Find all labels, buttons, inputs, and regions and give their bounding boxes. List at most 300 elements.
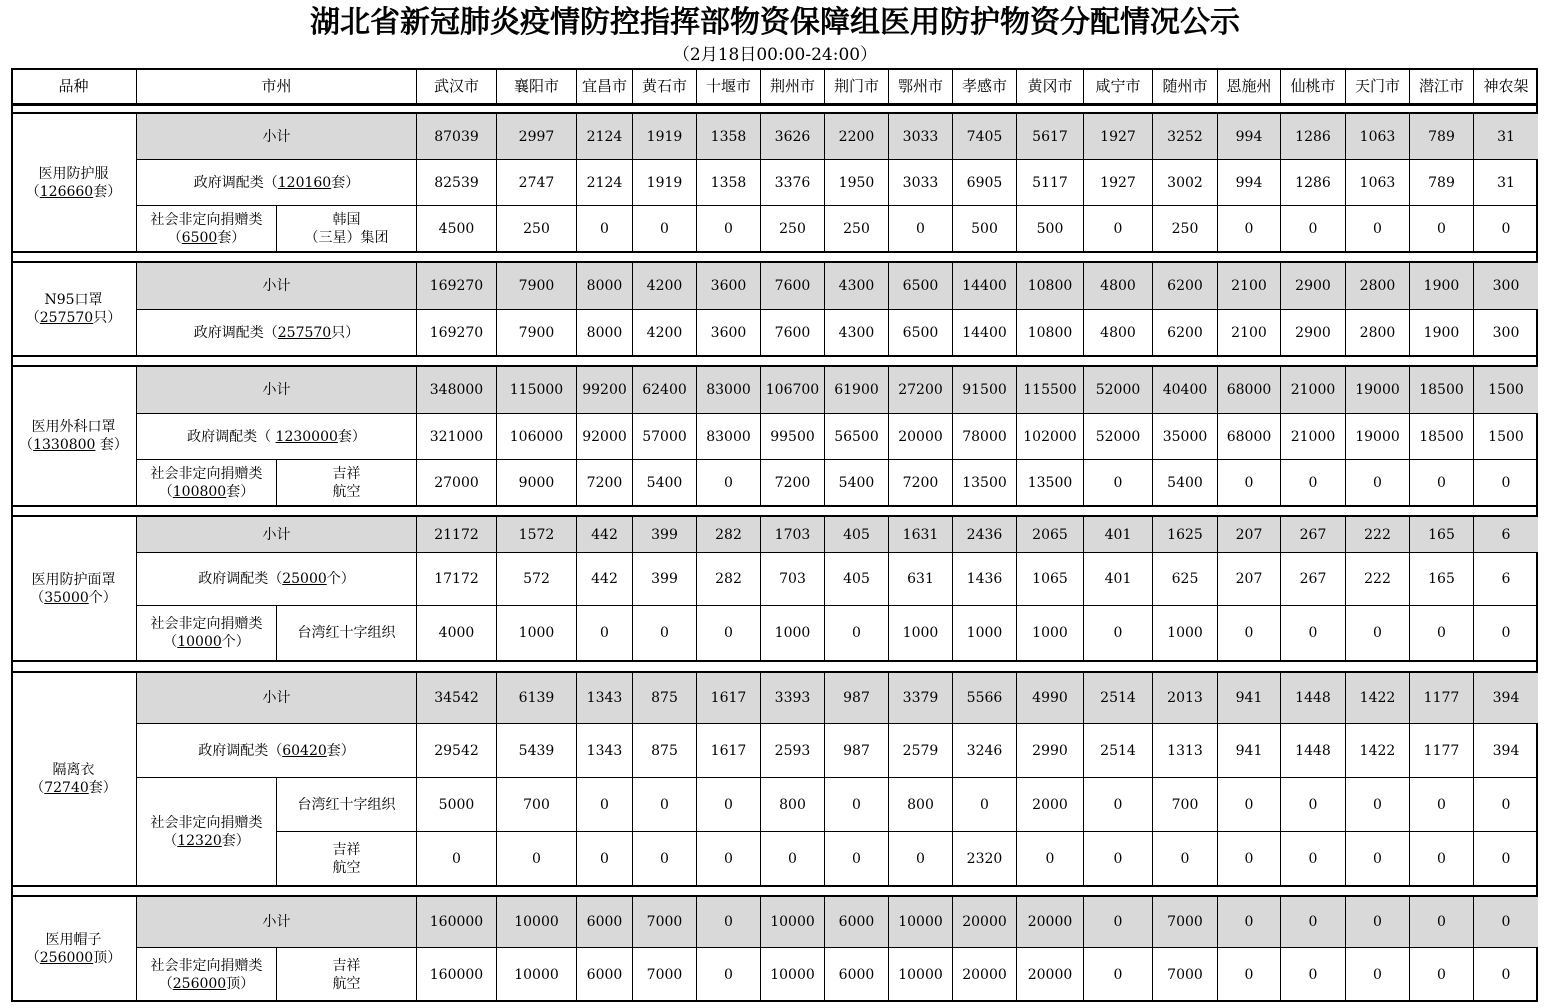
value: 99500	[770, 428, 815, 445]
value-cell	[1474, 778, 1538, 832]
value-cell	[417, 367, 497, 414]
value: 2200	[838, 128, 875, 145]
value-cell	[1218, 114, 1281, 160]
value-cell	[889, 948, 953, 1002]
value-cell	[1084, 724, 1153, 778]
value: 14400	[962, 278, 1007, 294]
value: 1177	[1423, 742, 1460, 759]
value: 1631	[902, 526, 939, 543]
value: 572	[523, 571, 550, 587]
value: 78000	[962, 428, 1007, 445]
donation-category-total: （12320套）	[163, 832, 250, 849]
value-cell	[633, 114, 697, 160]
value-cell	[697, 517, 761, 553]
value: 3033	[902, 174, 939, 191]
value: 300	[1492, 324, 1520, 341]
value: 0	[1308, 914, 1318, 930]
value: 1065	[1032, 571, 1068, 587]
value-cell	[1410, 414, 1474, 460]
value: 875	[651, 690, 678, 706]
value-cell	[1410, 673, 1474, 724]
value: 20000	[962, 914, 1007, 930]
value: 1617	[710, 742, 747, 759]
value: 7200	[774, 474, 811, 491]
header-city-cell	[825, 68, 889, 104]
value: 106000	[509, 428, 564, 445]
value: 62400	[642, 382, 687, 398]
gov-allocation-text	[194, 174, 359, 192]
value: 1063	[1359, 174, 1396, 191]
value-cell	[1281, 263, 1346, 310]
value-cell	[1281, 367, 1346, 414]
value-cell	[1281, 517, 1346, 553]
variety-total-unit: 套）	[88, 780, 117, 796]
gov-allocation-label	[137, 160, 417, 206]
value: 0	[1373, 850, 1382, 867]
value: 0	[852, 850, 861, 867]
value-cell	[1474, 832, 1538, 886]
value-cell	[497, 114, 577, 160]
section-separator	[13, 355, 1536, 367]
value: 115500	[1023, 382, 1077, 398]
value-cell	[1218, 948, 1281, 1002]
value-cell	[1281, 724, 1346, 778]
value-cell	[1084, 606, 1153, 661]
value-cell	[1218, 778, 1281, 832]
value: 941	[1235, 742, 1263, 759]
value: 5617	[1032, 128, 1068, 145]
value: 0	[660, 220, 669, 237]
value-cell	[1474, 367, 1538, 414]
value: 6905	[966, 174, 1003, 191]
value: 0	[724, 914, 733, 930]
gov-allocation-label	[137, 310, 417, 356]
value-cell	[1153, 263, 1218, 310]
value-cell	[497, 724, 577, 778]
value-cell	[889, 832, 953, 886]
value-cell	[697, 460, 761, 506]
value: 3626	[774, 128, 811, 145]
value: 1919	[646, 128, 683, 145]
value: 6	[1501, 571, 1511, 587]
city-name: 黄石市	[641, 76, 687, 95]
value-cell	[953, 553, 1017, 606]
value: 0	[724, 220, 733, 237]
value: 0	[1373, 625, 1382, 641]
value: 0	[1437, 796, 1446, 813]
value-cell	[497, 673, 577, 724]
variety-name: 医用防护面罩	[31, 571, 116, 588]
value: 941	[1235, 690, 1263, 706]
value: 56500	[834, 428, 879, 445]
donor-name: 航空	[332, 483, 361, 500]
gov-label-number: 1230000	[275, 428, 338, 445]
value: 1286	[1295, 128, 1331, 145]
value-cell	[761, 160, 825, 206]
variety-name: 医用外科口罩	[31, 419, 116, 435]
value-cell	[577, 517, 633, 553]
value: 169270	[429, 278, 484, 294]
value-cell	[1017, 553, 1084, 606]
value: 106700	[765, 382, 820, 398]
variety-cell	[11, 517, 137, 661]
value-cell	[1218, 460, 1281, 506]
value-cell	[1084, 897, 1153, 948]
gov-label-suffix: 个）	[326, 571, 355, 587]
header-city-cell	[1346, 68, 1410, 104]
city-name: 恩施州	[1226, 76, 1272, 95]
value-cell	[697, 897, 761, 948]
donation-total-number: 10000	[177, 634, 222, 650]
value-cell	[697, 206, 761, 252]
variety-total: （35000个）	[30, 589, 117, 606]
value-cell	[1281, 160, 1346, 206]
value-cell	[633, 414, 697, 460]
value-cell	[1346, 310, 1410, 356]
value: 0	[532, 850, 541, 867]
value-cell	[761, 414, 825, 460]
value-cell	[633, 724, 697, 778]
value: 282	[715, 571, 742, 587]
value-cell	[761, 460, 825, 506]
value-cell	[697, 724, 761, 778]
value-cell	[1017, 310, 1084, 356]
value-cell	[953, 517, 1017, 553]
value: 5400	[838, 474, 875, 491]
value-cell	[1474, 897, 1538, 948]
value: 8000	[586, 324, 623, 341]
value-cell	[633, 897, 697, 948]
value-cell	[577, 948, 633, 1002]
header-variety	[11, 68, 137, 104]
value-cell	[497, 832, 577, 886]
value-cell	[889, 310, 953, 356]
value-cell	[825, 673, 889, 724]
value: 401	[1104, 526, 1132, 543]
value-cell	[761, 778, 825, 832]
section-separator	[13, 104, 1536, 114]
value: 19000	[1355, 382, 1400, 398]
value-cell	[1346, 778, 1410, 832]
value: 0	[1437, 474, 1446, 491]
value-cell	[1084, 948, 1153, 1002]
value: 40400	[1162, 382, 1208, 398]
value-cell	[1474, 553, 1538, 606]
value: 4300	[838, 324, 875, 341]
value-cell	[633, 206, 697, 252]
value-cell	[1017, 517, 1084, 553]
value: 3376	[774, 174, 811, 191]
city-name: 十堰市	[705, 76, 751, 95]
value: 20000	[1027, 966, 1073, 983]
value-cell	[953, 206, 1017, 252]
variety-cell	[11, 367, 137, 506]
value: 6	[1501, 526, 1511, 543]
value-cell	[577, 414, 633, 460]
value-cell	[1410, 310, 1474, 356]
value: 20000	[1027, 914, 1073, 930]
value-cell	[889, 114, 953, 160]
variety-name: N95口罩	[44, 292, 103, 308]
donation-category-total: （100800套）	[158, 483, 255, 500]
value: 631	[907, 571, 934, 587]
value-cell	[1153, 114, 1218, 160]
subtotal-label	[137, 114, 417, 160]
value-cell	[1017, 948, 1084, 1002]
value: 4300	[838, 278, 875, 294]
value-cell	[633, 778, 697, 832]
value-cell	[633, 460, 697, 506]
value-cell	[1346, 206, 1410, 252]
value: 2997	[518, 128, 555, 145]
variety-cell	[11, 897, 137, 1002]
value: 0	[1373, 474, 1382, 491]
value: 0	[1501, 796, 1511, 813]
value: 1617	[710, 690, 747, 706]
value: 0	[1308, 474, 1318, 491]
value: 13500	[962, 474, 1007, 491]
value-cell	[825, 114, 889, 160]
variety-total: （1330800 套）	[19, 437, 128, 453]
value: 300	[1492, 278, 1520, 294]
value-cell	[1218, 367, 1281, 414]
donation-total-unit: 顶）	[226, 975, 255, 992]
value-cell	[761, 606, 825, 661]
value: 0	[660, 796, 669, 813]
value: 0	[1113, 796, 1123, 813]
value-cell	[417, 832, 497, 886]
value-cell	[1084, 160, 1153, 206]
value: 1000	[774, 625, 811, 641]
value: 5439	[518, 742, 555, 759]
value: 18500	[1419, 382, 1464, 398]
value-cell	[825, 414, 889, 460]
value: 394	[1492, 742, 1520, 759]
variety-total: （126660套）	[25, 183, 122, 200]
value-cell	[1410, 460, 1474, 506]
gov-label-suffix: 只）	[331, 324, 360, 341]
value: 6000	[838, 914, 875, 930]
value: 1919	[646, 174, 683, 191]
header-city-cell	[417, 68, 497, 104]
value: 4200	[646, 324, 683, 341]
value: 1177	[1423, 690, 1460, 706]
value: 1313	[1167, 742, 1203, 759]
value: 0	[724, 625, 733, 641]
value: 399	[651, 571, 678, 587]
value: 0	[1308, 850, 1318, 867]
value-cell	[1084, 517, 1153, 553]
value-cell	[1017, 724, 1084, 778]
gov-label-number: 120160	[277, 174, 332, 191]
value: 3600	[710, 324, 747, 341]
value-cell	[497, 948, 577, 1002]
value-cell	[417, 553, 497, 606]
value: 0	[1308, 796, 1318, 813]
value: 348000	[429, 382, 484, 398]
value-cell	[761, 897, 825, 948]
value-cell	[1410, 114, 1474, 160]
value-cell	[1218, 897, 1281, 948]
value: 10800	[1027, 278, 1073, 294]
value-cell	[1346, 832, 1410, 886]
value: 0	[1373, 220, 1382, 237]
value: 5566	[966, 690, 1003, 706]
value: 1448	[1295, 690, 1331, 706]
value: 5000	[438, 796, 475, 813]
value: 0	[1113, 850, 1123, 867]
city-name: 鄂州市	[897, 76, 943, 95]
value: 0	[1244, 625, 1254, 641]
value-cell	[953, 673, 1017, 724]
value: 222	[1364, 571, 1391, 587]
gov-label-number: 60420	[282, 742, 327, 759]
donation-category-text: 社会非定向捐赠类	[150, 465, 263, 482]
value: 0	[788, 850, 797, 867]
value-cell	[417, 517, 497, 553]
value: 7000	[1167, 914, 1203, 930]
value-cell	[889, 414, 953, 460]
donation-category-text: 社会非定向捐赠类	[150, 814, 263, 831]
value-cell	[1281, 948, 1346, 1002]
donor-cell	[277, 606, 417, 661]
city-name: 宜昌市	[581, 76, 627, 95]
value: 1500	[1488, 382, 1524, 398]
value: 0	[1113, 914, 1123, 930]
value-cell	[497, 367, 577, 414]
value-cell	[1218, 517, 1281, 553]
value: 2000	[1032, 796, 1068, 813]
value: 1422	[1359, 742, 1396, 759]
value: 0	[916, 850, 925, 867]
donation-category-total: （6500套）	[167, 229, 246, 246]
header-city-cell	[1474, 68, 1538, 104]
value-cell	[633, 263, 697, 310]
value: 4990	[1032, 690, 1068, 706]
value-cell	[1017, 460, 1084, 506]
value: 0	[600, 625, 609, 641]
value: 52000	[1095, 428, 1141, 445]
value-cell	[1474, 948, 1538, 1002]
value: 3379	[902, 690, 939, 706]
value: 10000	[898, 914, 943, 930]
value: 4800	[1100, 324, 1136, 341]
value-cell	[577, 114, 633, 160]
value: 625	[1171, 571, 1199, 587]
donor-cell	[277, 832, 417, 886]
value: 401	[1104, 571, 1132, 587]
value-cell	[953, 948, 1017, 1002]
donation-category-text: 社会非定向捐赠类	[150, 957, 263, 974]
value: 1625	[1167, 526, 1203, 543]
donor-name: 吉祥	[332, 957, 361, 974]
value-cell	[1281, 606, 1346, 661]
value-cell	[1410, 606, 1474, 661]
value-cell	[1346, 673, 1410, 724]
value: 169270	[429, 324, 484, 341]
value-cell	[1410, 948, 1474, 1002]
header-city-cell	[497, 68, 577, 104]
value: 10000	[770, 966, 815, 983]
value-cell	[889, 263, 953, 310]
value: 87039	[434, 128, 479, 145]
value: 6500	[902, 278, 939, 294]
value: 0	[1045, 850, 1055, 867]
value-cell	[577, 606, 633, 661]
value-cell	[1346, 263, 1410, 310]
donor-name: 航空	[332, 975, 361, 992]
value-cell	[1017, 832, 1084, 886]
value-cell	[889, 724, 953, 778]
value-cell	[1346, 897, 1410, 948]
value: 6200	[1167, 278, 1203, 294]
header-city-cell	[1410, 68, 1474, 104]
value: 0	[1244, 966, 1254, 983]
city-name: 荆州市	[769, 76, 815, 95]
donation-category-text: 社会非定向捐赠类	[150, 211, 263, 228]
value: 250	[843, 220, 870, 237]
value: 987	[843, 742, 870, 759]
value-cell	[1410, 724, 1474, 778]
value: 2100	[1231, 278, 1267, 294]
value-cell	[1084, 367, 1153, 414]
value: 207	[1235, 571, 1263, 587]
value: 0	[1373, 914, 1382, 930]
value: 321000	[429, 428, 484, 445]
city-name: 武汉市	[433, 76, 479, 95]
value-cell	[889, 606, 953, 661]
value: 2990	[1032, 742, 1068, 759]
value-cell	[1410, 263, 1474, 310]
value: 6000	[586, 914, 623, 930]
value-cell	[761, 832, 825, 886]
value-cell	[1084, 832, 1153, 886]
value-cell	[1410, 897, 1474, 948]
value-cell	[953, 832, 1017, 886]
value: 1500	[1488, 428, 1524, 445]
value: 5117	[1032, 174, 1068, 191]
donation-total-number: 100800	[172, 483, 227, 500]
value: 1422	[1359, 690, 1396, 706]
value-cell	[497, 778, 577, 832]
value-cell	[633, 553, 697, 606]
value: 0	[724, 966, 733, 983]
gov-label-prefix: 政府调配类（	[198, 742, 283, 759]
value-cell	[697, 310, 761, 356]
value: 3002	[1167, 174, 1203, 191]
value-cell	[577, 367, 633, 414]
value: 1950	[838, 174, 875, 191]
value: 3033	[902, 128, 939, 145]
value: 0	[1113, 966, 1123, 983]
value-cell	[1281, 414, 1346, 460]
value-cell	[1153, 897, 1218, 948]
value-cell	[577, 263, 633, 310]
variety-total-number: 35000	[44, 589, 89, 606]
value-cell	[1084, 414, 1153, 460]
donation-total-unit: 套）	[217, 229, 246, 246]
value: 0	[1113, 220, 1123, 237]
value: 267	[1299, 571, 1327, 587]
gov-allocation-label	[137, 724, 417, 778]
variety-total-unit: 套）	[95, 437, 128, 453]
value-cell	[1474, 460, 1538, 506]
value-cell	[1084, 673, 1153, 724]
value: 405	[843, 571, 870, 587]
value-cell	[953, 460, 1017, 506]
value: 9000	[518, 474, 555, 491]
value-cell	[761, 673, 825, 724]
